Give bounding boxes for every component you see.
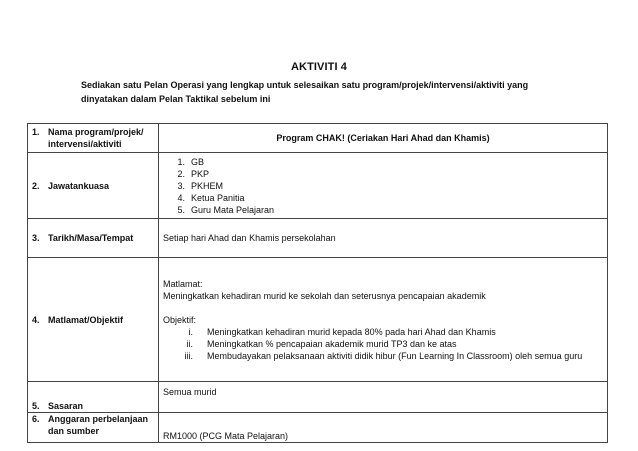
committee-list [163, 156, 603, 216]
list-item: iii. Membudayakan pelaksanaan aktiviti didik hibur (Fun Learning In Classroom) oleh semua guru [184, 350, 583, 361]
document-title: AKTIVITI 4 [290, 61, 347, 73]
row-number: 5. [32, 401, 40, 411]
program-name-cell: Program CHAK! (Ceriakan Hari Ahad dan Khamis) [159, 124, 608, 153]
row-label-cell [28, 258, 159, 382]
list-item: 3. PKHEM [177, 180, 224, 191]
list-item: ii. Meningkatkan % pencapaian akademik murid TP3 dan ke atas [186, 338, 457, 349]
objectives-list [163, 326, 603, 362]
list-item: 2. PKP [177, 168, 210, 179]
objectives-heading: Objektif: [163, 314, 197, 325]
target-cell: Semua murid [159, 382, 608, 413]
aim-text: Meningkatkan kehadiran murid ke sekolah dan seterusnya pencapaian akademik [163, 290, 486, 301]
operation-plan-table [27, 123, 608, 443]
row-number: 4. [32, 314, 40, 325]
instruction-text: Sediakan satu Pelan Operasi yang lengkap untuk selesaikan satu program/projek/intervensi/aktiviti yang dinyatakan dalam Pelan Taktikal sebelum ini [81, 80, 529, 104]
table-row [28, 413, 608, 443]
row-label: Jawatankuasa [48, 180, 110, 191]
row-label: Sasaran [48, 401, 84, 411]
committee-cell [159, 153, 608, 219]
list-item: 1. GB [177, 156, 205, 167]
row-number: 6. [32, 414, 40, 424]
row-label: Nama program/projek/ intervensi/aktiviti [48, 127, 144, 149]
row-number: 2. [32, 180, 40, 191]
table-row [28, 153, 608, 219]
row-label: Tarikh/Masa/Tempat [48, 233, 134, 243]
row-label-cell [28, 382, 159, 413]
row-label-cell [28, 153, 159, 219]
row-label: Matlamat/Objektif [48, 314, 124, 325]
aims-objectives-cell [159, 258, 608, 382]
table-row [28, 258, 608, 382]
row-label-cell [28, 219, 159, 258]
table-row [28, 382, 608, 413]
budget-cell: RM1000 (PCG Mata Pelajaran) [159, 413, 608, 443]
row-number: 1. [32, 127, 40, 137]
table-row [28, 219, 608, 258]
list-item: i. Meningkatkan kehadiran murid kepada 80% pada hari Ahad dan Khamis [188, 326, 496, 337]
row-number: 3. [32, 233, 40, 243]
row-label-cell [28, 413, 159, 443]
row-label-cell [28, 124, 159, 153]
list-item: 4. Ketua Panitia [177, 192, 245, 203]
list-item: 5. Guru Mata Pelajaran [177, 204, 275, 215]
aim-heading: Matlamat: [163, 278, 203, 289]
row-label: Anggaran perbelanjaan dan sumber [48, 414, 149, 436]
date-time-place-cell: Setiap hari Ahad dan Khamis persekolahan [159, 219, 608, 258]
table-row [28, 124, 608, 153]
